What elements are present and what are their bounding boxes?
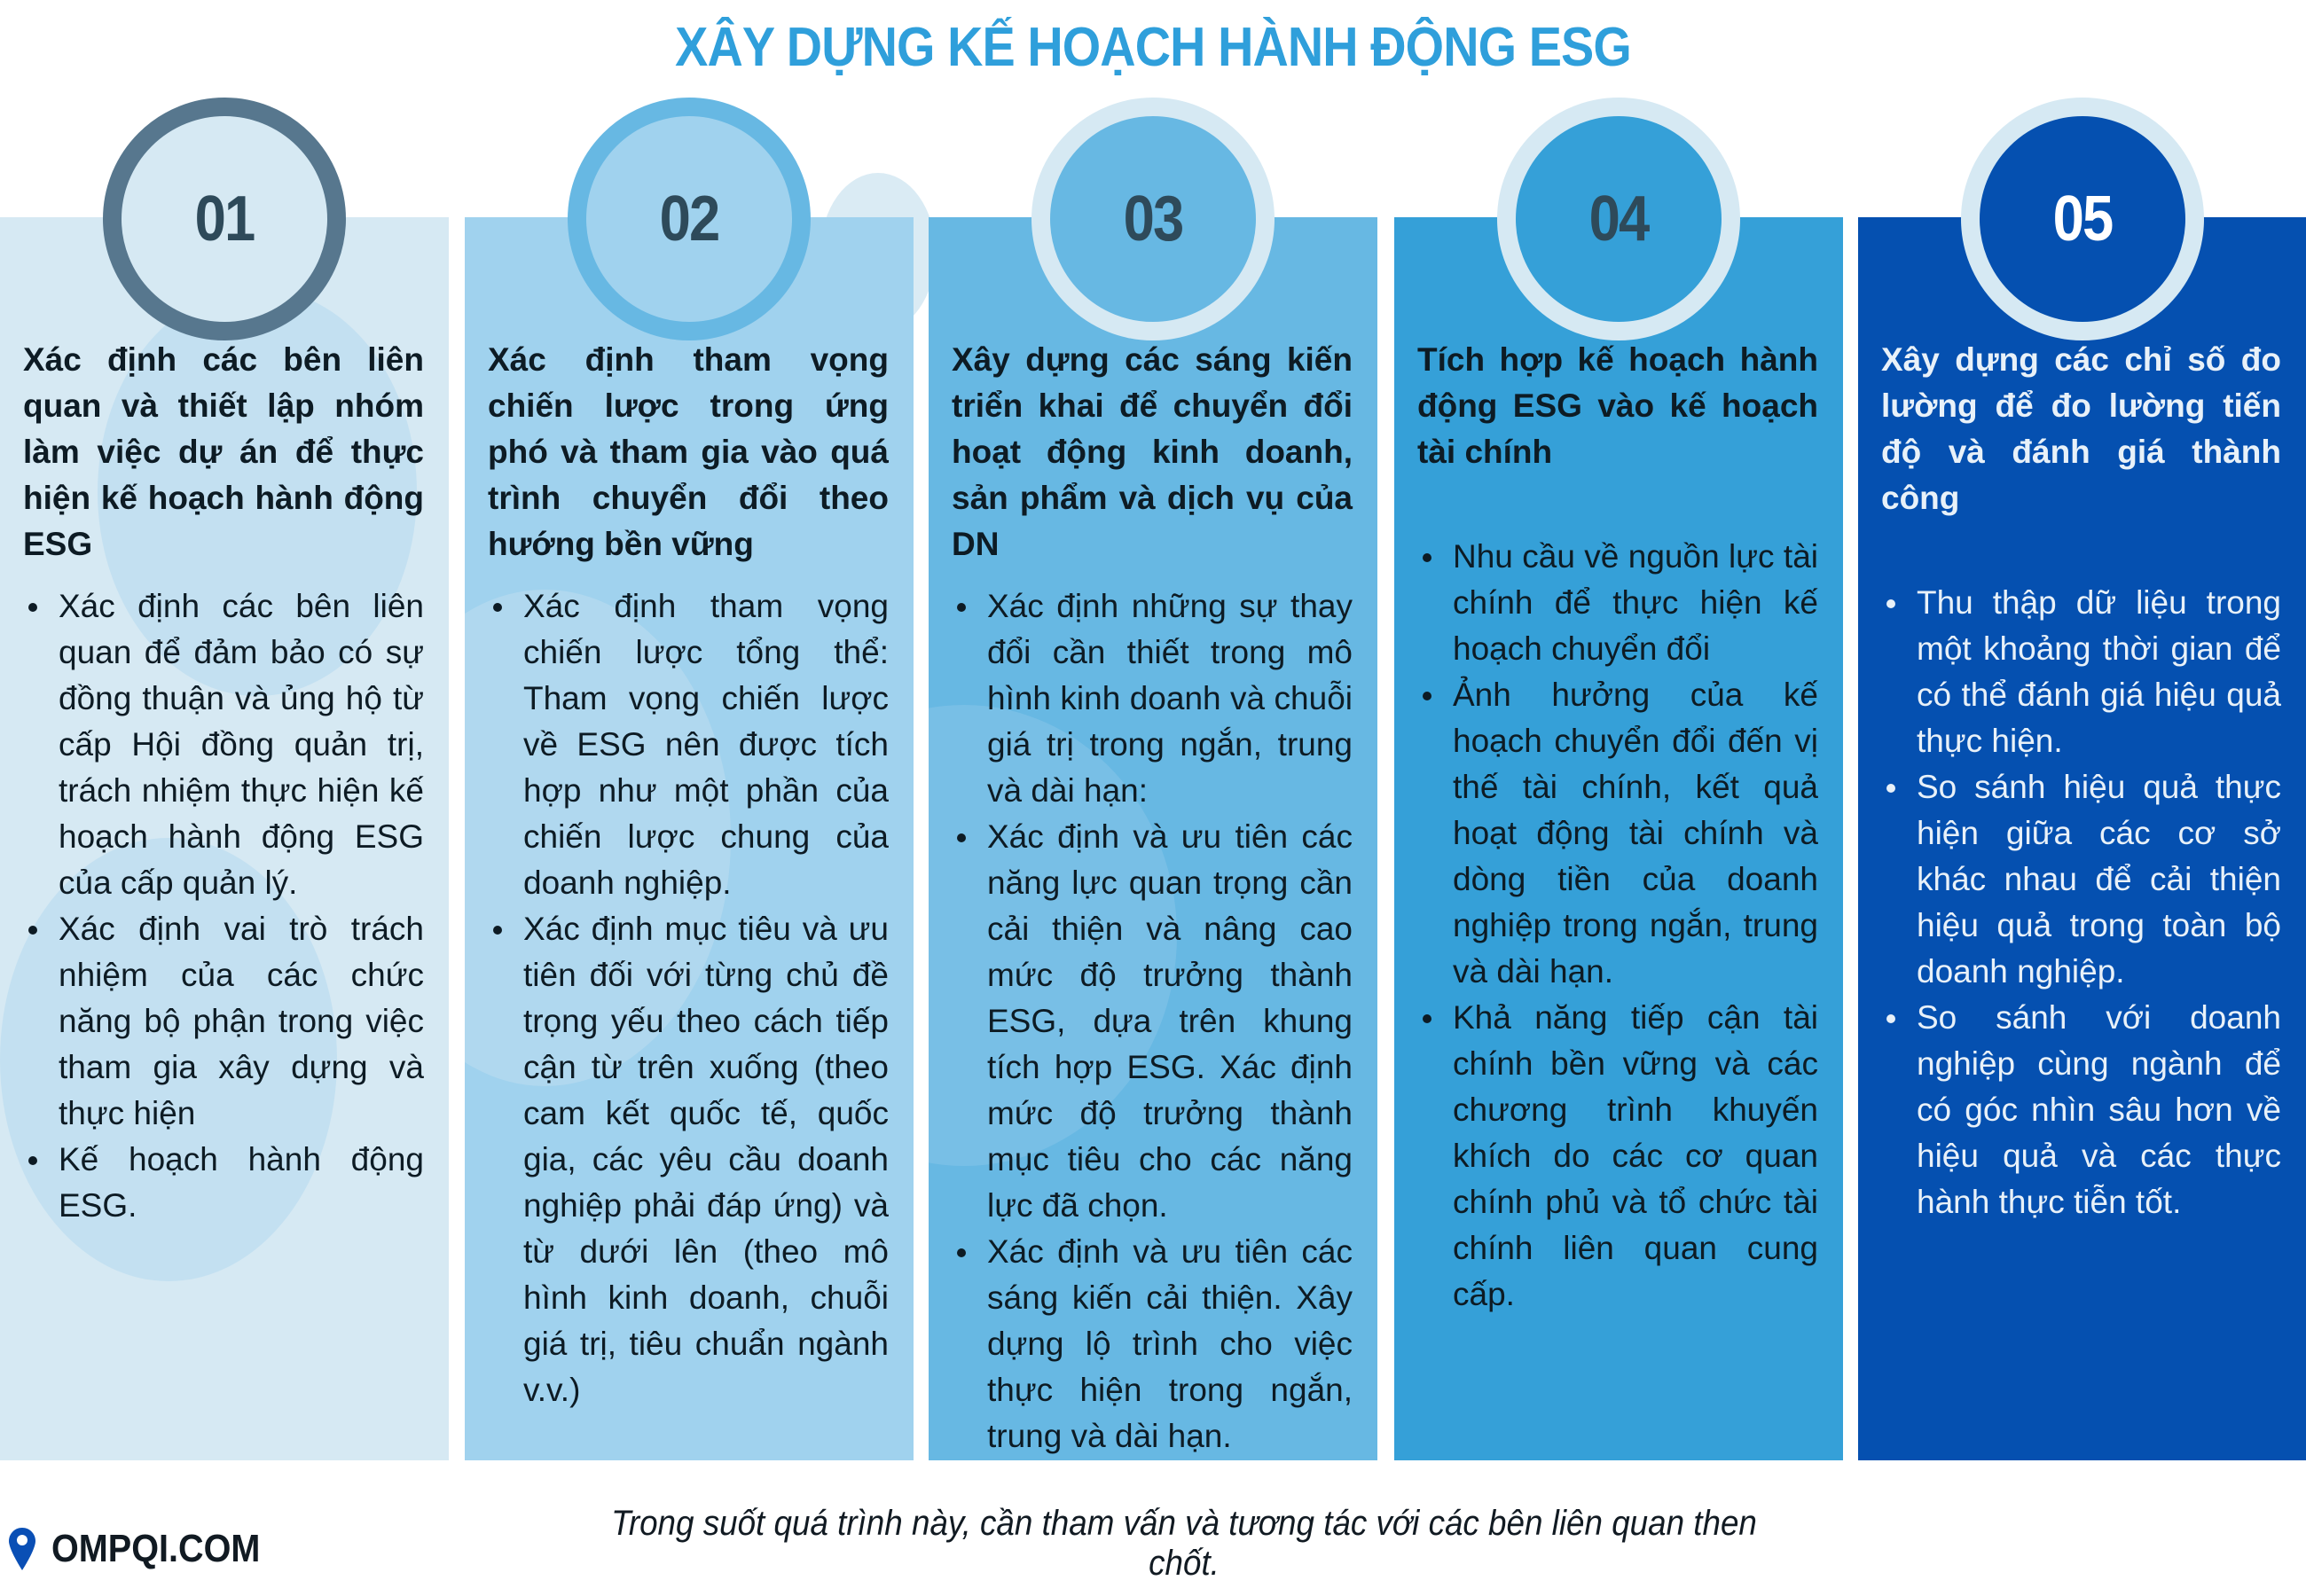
bullet-text: Xác định tham vọng chiến lược tổng thể: Tham vọng chiến lược về ESG nên được tích hợp như một phần của chiến lược chung của doanh nghiệp. [523, 588, 889, 901]
step-number: 03 [1123, 184, 1183, 254]
list-item [23, 583, 424, 906]
list-item [1881, 764, 2281, 995]
bullet-icon [957, 603, 966, 612]
list-item [23, 906, 424, 1137]
bullet-text: So sánh hiệu quả thực hiện giữa các cơ sở khác nhau để cải thiện hiệu quả trong toàn bộ doanh nghiệp. [1917, 769, 2281, 990]
bullet-icon [28, 1156, 37, 1165]
bullet-icon [1886, 1014, 1895, 1023]
bullet-text: Thu thập dữ liệu trong một khoảng thời gian để có thể đánh giá hiệu quả thực hiện. [1917, 584, 2281, 759]
step-heading: Xây dựng các chỉ số đo lường để đo lường tiến độ và đánh giá thành công [1881, 341, 2281, 516]
step-bullet-list [1881, 580, 2281, 1225]
bullet-icon [493, 926, 502, 935]
list-item [952, 583, 1353, 814]
bullet-text: Xác định và ưu tiên các năng lực quan trọng cần cải thiện và nâng cao mức độ trưởng thành ESG, dựa trên khung tích hợp ESG. Xác định mức độ trưởng thành mục tiêu cho các năng lực đã chọn. [987, 818, 1353, 1224]
step-heading: Tích hợp kế hoạch hành động ESG vào kế hoạch tài chính [1417, 341, 1818, 470]
list-item [952, 814, 1353, 1229]
bullet-text: Xác định những sự thay đổi cần thiết trong mô hình kinh doanh và chuỗi giá trị trong ngắn, trung và dài hạn: [987, 588, 1353, 809]
step-bullet-list [952, 583, 1353, 1459]
step-panel-2 [465, 217, 914, 1460]
list-item [1417, 672, 1818, 995]
step-panel-4 [1394, 217, 1843, 1460]
bullet-text: Nhu cầu về nguồn lực tài chính để thực hiện kế hoạch chuyển đổi [1453, 538, 1818, 667]
step-heading: Xây dựng các sáng kiến triển khai để chuyển đổi hoạt động kinh doanh, sản phẩm và dịch vụ của DN [952, 341, 1353, 562]
step-number: 05 [2052, 184, 2113, 254]
step-number-badge-4 [1497, 98, 1740, 340]
bullet-text: Xác định mục tiêu và ưu tiên đối với từng chủ đề trọng yếu theo cách tiếp cận từ trên xuống (theo cam kết quốc tế, quốc gia, các yêu cầu doanh nghiệp phải đáp ứng) và từ dưới lên (theo mô hình kinh doanh, chuỗi giá trị, tiêu chuẩn ngành v.v.) [523, 911, 889, 1408]
bullet-text: So sánh với doanh nghiệp cùng ngành để có góc nhìn sâu hơn về hiệu quả và các thực hành thực tiễn tốt. [1917, 999, 2281, 1220]
bullet-icon [1423, 1014, 1431, 1023]
bullet-icon [957, 1248, 966, 1257]
brand-name: OMPQI.COM [51, 1527, 261, 1570]
step-panel-3 [929, 217, 1377, 1460]
footer-note: Trong suốt quá trình này, cần tham vấn và tương tác với các bên liên quan then chốt. [611, 1504, 1757, 1583]
bullet-text: Kế hoạch hành động ESG. [59, 1141, 424, 1224]
location-pin-icon [9, 1528, 35, 1570]
bullet-text: Khả năng tiếp cận tài chính bền vững và các chương trình khuyến khích do các cơ quan chính phủ và tổ chức tài chính liên quan cung cấp. [1453, 999, 1818, 1312]
step-number-badge-5 [1961, 98, 2204, 340]
step-number: 01 [194, 184, 255, 254]
step-number-badge-2 [568, 98, 811, 340]
list-item [488, 906, 889, 1413]
bullet-text: Xác định vai trò trách nhiệm của các chức năng bộ phận trong việc tham gia xây dựng và thực hiện [59, 911, 424, 1131]
step-number: 04 [1588, 184, 1649, 254]
bullet-icon [1423, 692, 1431, 700]
step-number-badge-1 [103, 98, 346, 340]
bullet-icon [957, 833, 966, 842]
list-item [952, 1229, 1353, 1459]
step-heading: Xác định các bên liên quan và thiết lập nhóm làm việc dự án để thực hiện kế hoạch hành động ESG [23, 341, 424, 562]
step-heading: Xác định tham vọng chiến lược trong ứng phó và tham gia vào quá trình chuyển đổi theo hướng bền vững [488, 341, 889, 562]
list-item [1417, 534, 1818, 672]
list-item [488, 583, 889, 906]
step-bullet-list [23, 583, 424, 1229]
list-item [1417, 995, 1818, 1318]
step-number: 02 [659, 184, 719, 254]
step-number-badge-3 [1031, 98, 1275, 340]
step-panel-5 [1858, 217, 2306, 1460]
bullet-text: Xác định và ưu tiên các sáng kiến cải thiện. Xây dựng lộ trình cho việc thực hiện trong ngắn, trung và dài hạn. [987, 1233, 1353, 1454]
list-item [23, 1137, 424, 1229]
step-bullet-list [1417, 534, 1818, 1318]
bullet-icon [28, 926, 37, 935]
list-item [1881, 995, 2281, 1225]
bullet-text: Ảnh hưởng của kế hoạch chuyển đổi đến vị thế tài chính, kết quả hoạt động tài chính và dòng tiền của doanh nghiệp trong ngắn, trung và dài hạn. [1453, 677, 1818, 990]
bullet-text: Xác định các bên liên quan để đảm bảo có sự đồng thuận và ủng hộ từ cấp Hội đồng quản trị, trách nhiệm thực hiện kế hoạch hành động ESG của cấp quản lý. [59, 588, 424, 901]
bullet-icon [493, 603, 502, 612]
step-bullet-list [488, 583, 889, 1413]
page-title: XÂY DỰNG KẾ HOẠCH HÀNH ĐỘNG ESG [675, 17, 1631, 78]
bullet-icon [1423, 553, 1431, 562]
bullet-icon [28, 603, 37, 612]
bullet-icon [1886, 599, 1895, 608]
brand-logo[interactable] [9, 1527, 284, 1571]
list-item [1881, 580, 2281, 764]
bullet-icon [1886, 784, 1895, 793]
step-panel-1 [0, 217, 449, 1460]
